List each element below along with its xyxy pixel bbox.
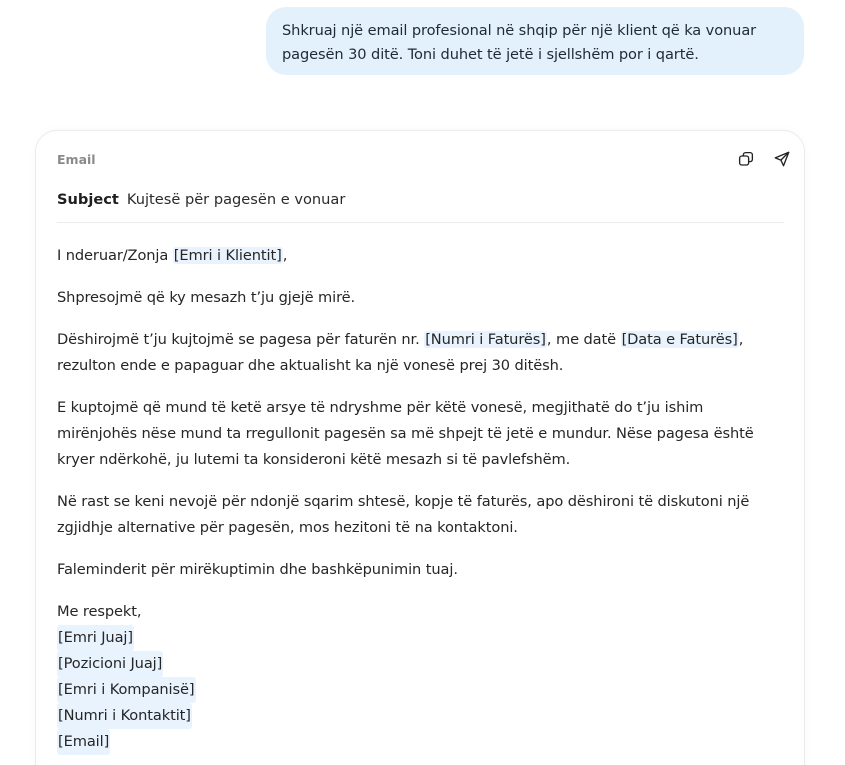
send-button[interactable] [772, 149, 792, 169]
paragraph-5: Faleminderit për mirëkuptimin dhe bashkëpunimin tuaj. [57, 561, 458, 578]
paragraph-2 [57, 327, 776, 379]
signature-line [57, 677, 776, 703]
paragraph-1: Shpresojmë që ky mesazh t’ju gjejë mirë. [57, 289, 356, 306]
signature-line [57, 703, 776, 729]
paragraph-4: Në rast se keni nevojë për ndonjë sqarim shtesë, kopje të faturës, apo dëshironi të diskutoni një zgjidhje alternative për pagesën, mos hezitoni të na kontaktoni. [57, 493, 750, 536]
placeholder-your-name: [Emri Juaj] [57, 625, 134, 651]
send-icon [773, 150, 791, 168]
placeholder-your-position: [Pozicioni Juaj] [57, 651, 163, 677]
copy-button[interactable] [736, 149, 756, 169]
subject-label: Subject [57, 191, 119, 208]
placeholder-company-name: [Emri i Kompanisë] [57, 677, 196, 703]
signature-block [57, 599, 776, 755]
paragraph-2-text-c: , rezulton ende e papaguar dhe aktualisht ka një vonesë prej 30 ditësh. [57, 331, 744, 374]
placeholder-email: [Email] [57, 729, 110, 755]
copy-icon [737, 150, 755, 168]
placeholder-invoice-number: [Numri i Faturës] [425, 331, 546, 348]
user-message-text: Shkruaj një email profesional në shqip për një klient që ka vonuar pagesën 30 ditë. Toni duhet të jetë i sjellshëm por i qartë. [282, 22, 757, 63]
greeting-text: I nderuar/Zonja [57, 247, 173, 264]
email-card [35, 130, 805, 765]
signature-line [57, 625, 776, 651]
user-message-bubble [266, 7, 804, 75]
signature-line [57, 651, 776, 677]
paragraph-2-text-b: , me datë [546, 331, 621, 348]
placeholder-invoice-date: [Data e Faturës] [621, 331, 738, 348]
card-actions [736, 149, 792, 169]
placeholder-client-name: [Emri i Klientit] [173, 247, 282, 264]
closing: Me respekt, [57, 603, 142, 620]
card-label: Email [57, 152, 96, 167]
subject-row [57, 190, 784, 223]
placeholder-contact-number: [Numri i Kontaktit] [57, 703, 192, 729]
subject-value: Kujtesë për pagesën e vonuar [126, 191, 346, 208]
paragraph-2-text-a: Dëshirojmë t’ju kujtojmë se pagesa për faturën nr. [57, 331, 425, 348]
paragraph-3: E kuptojmë që mund të ketë arsye të ndryshme për këtë vonesë, megjithatë do t’ju ishim mirënjohës nëse mund ta rregullonit pagesën sa më shpejt të jetë e mundur. Nëse pagesa është kryer ndërkohë, ju lutemi ta konsideroni këtë mesazh si të pavlefshëm. [57, 399, 754, 468]
email-body [57, 243, 776, 755]
greeting [57, 243, 776, 269]
signature-line [57, 729, 776, 755]
greeting-comma: , [282, 247, 288, 264]
